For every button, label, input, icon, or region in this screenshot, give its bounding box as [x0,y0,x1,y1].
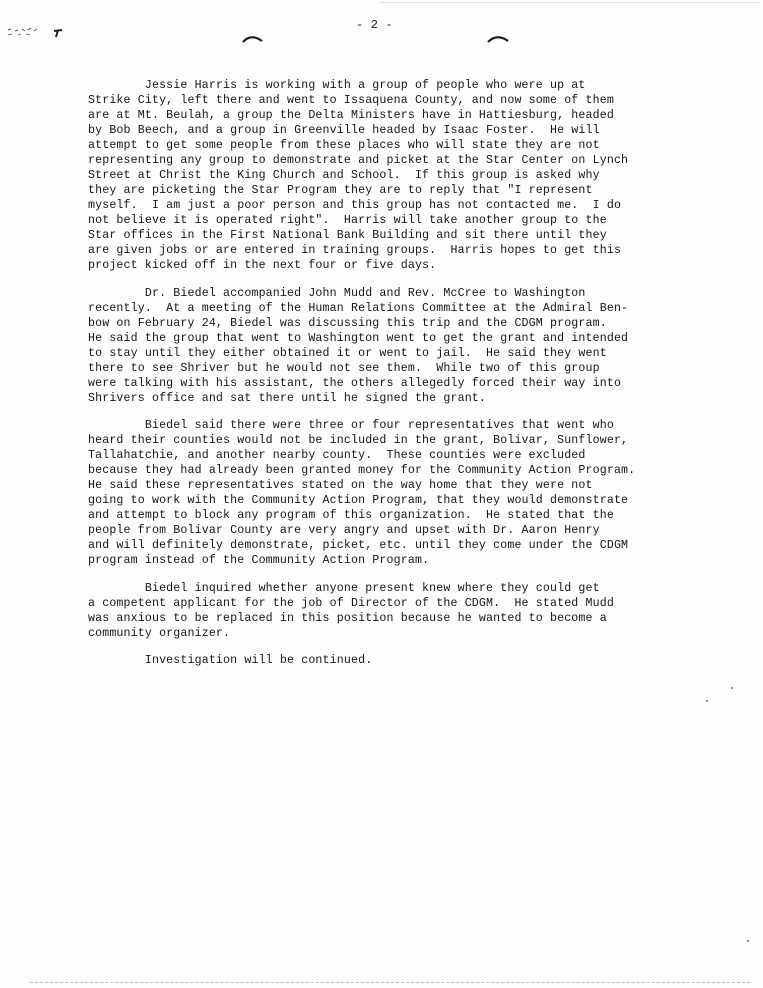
paragraph-director-search [88,581,688,641]
text-line: going to work with the Community Action Program, that they would demonstrate [88,494,629,507]
text-line: they are picketing the Star Program they are to reply that "I represent [88,184,593,197]
text-line: bow on February 24, Biedel was discussing this trip and the CDGM program. [88,316,607,330]
text-line: are at Mt. Beulah, a group the Delta Ministers have in Hattiesburg, headed [88,109,614,122]
text-line: and will definitely demonstrate, picket, etc. until they come under the CDGM [88,539,629,552]
text-line: there to see Shriver but he would not see them. While two of this group [88,361,600,375]
scan-speck [731,687,733,689]
page-number: - 2 - [356,18,393,32]
text-line: Investigation will be continued. [88,654,373,667]
scan-speck [706,700,708,702]
text-line: are given jobs or are entered in training groups. Harris hopes to get this [88,244,622,257]
text-line: Star offices in the First National Bank Building and sit there until they [88,229,607,242]
text-line: Jessie Harris is working with a group of people who were up at [88,79,586,92]
text-line: heard their counties would not be included in the grant, Bolivar, Sunflower, [88,434,629,447]
scan-speck [747,940,749,942]
text-line: was anxious to be replaced in this position because he wanted to become a [88,611,607,625]
text-line: to stay until they either obtained it or went to jail. He said they went [88,346,607,360]
paragraph-closing [88,653,688,668]
memo-body [88,78,688,681]
binder-hole-mark-icon [242,32,264,44]
text-line: program instead of the Community Action Program. [88,554,430,567]
text-line: representing any group to demonstrate and picket at the Star Center on Lynch [88,154,629,167]
top-dotted-edge [380,2,760,5]
text-line: community organizer. [88,626,231,640]
binder-hole-mark-icon [487,32,509,44]
text-line: Dr. Biedel accompanied John Mudd and Rev. McCree to Washington [88,286,586,300]
text-line: by Bob Beech, and a group in Greenville headed by Isaac Foster. He will [88,124,600,137]
text-line: Biedel inquired whether anyone present knew where they could get [88,581,600,595]
text-line: recently. At a meeting of the Human Relations Committee at the Admiral Ben- [88,301,629,315]
text-line: Shrivers office and sat there until he signed the grant. [88,391,487,405]
text-line: project kicked off in the next four or five days. [88,259,437,272]
text-line: Tallahatchie, and another nearby county. These counties were excluded [88,449,586,462]
paragraph-excluded-counties [88,418,688,568]
text-line: He said the group that went to Washington went to get the grant and intended [88,331,629,345]
text-line: not believe it is operated right". Harris will take another group to the [88,214,607,227]
paragraph-harris-plans [88,78,688,273]
text-line: He said these representatives stated on the way home that they were not [88,479,593,492]
text-line: attempt to get some people from these places who will state they are not [88,139,600,152]
text-line: Street at Christ the King Church and School. If this group is asked why [88,169,600,182]
text-line: were talking with his assistant, the others allegedly forced their way into [88,376,622,390]
scribble-mark-icon [6,22,66,42]
bottom-dotted-edge [30,982,750,985]
text-line: because they had already been granted money for the Community Action Program. [88,464,636,477]
text-line: and attempt to block any program of this organization. He stated that the [88,509,614,522]
text-line: a competent applicant for the job of Director of the CDGM. He stated Mudd [88,596,614,610]
text-line: Biedel said there were three or four representatives that went who [88,419,614,432]
text-line: myself. I am just a poor person and this group has not contacted me. I do [88,199,622,212]
paragraph-washington-trip [88,286,688,406]
text-line: Strike City, left there and went to Issaquena County, and now some of them [88,94,614,107]
text-line: people from Bolivar County are very angry and upset with Dr. Aaron Henry [88,524,600,537]
